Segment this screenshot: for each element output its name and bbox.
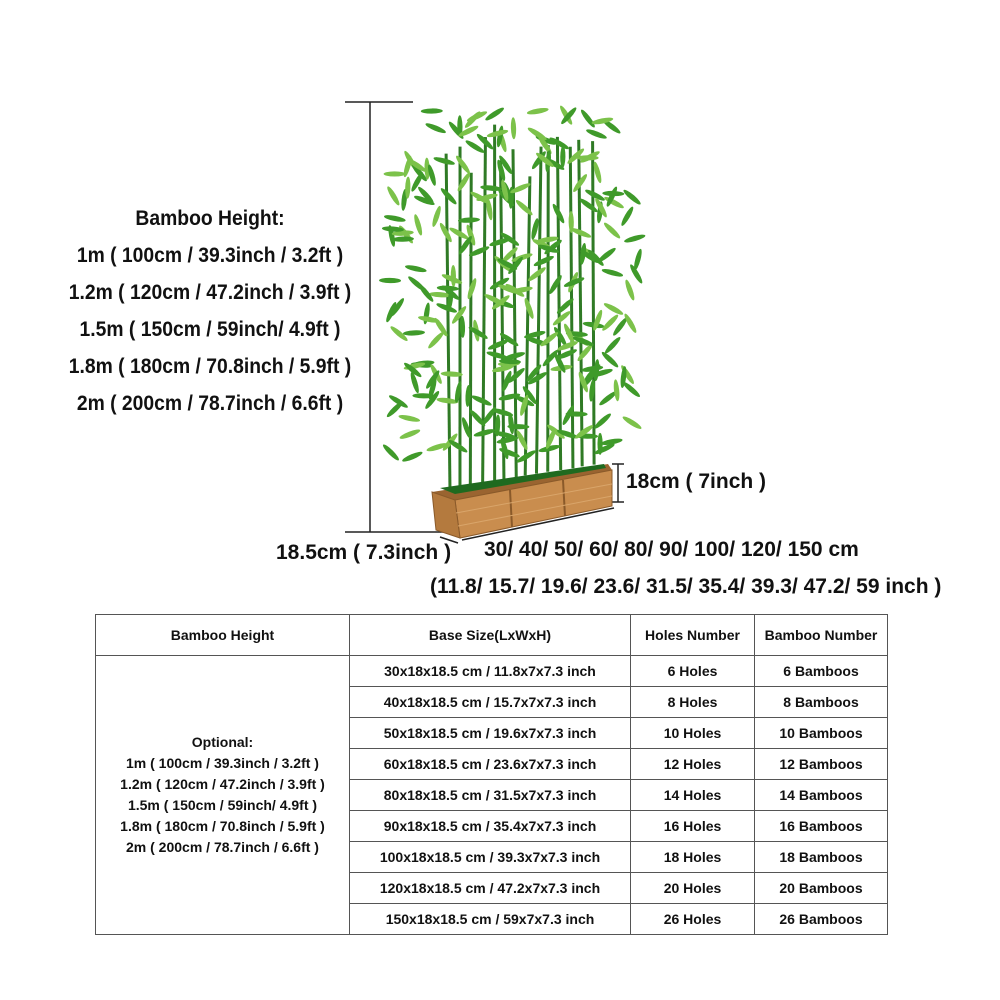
base-size-cell: 100x18x18.5 cm / 39.3x7x7.3 inch: [350, 842, 631, 873]
optional-heights-cell: [96, 656, 350, 935]
holes-cell: 6 Holes: [631, 656, 755, 687]
bamboo-height-option: 1.8m ( 180cm / 70.8inch / 5.9ft ): [68, 355, 352, 378]
bamboos-cell: 14 Bamboos: [755, 780, 888, 811]
planter-length-inch-label: (11.8/ 15.7/ 19.6/ 23.6/ 31.5/ 35.4/ 39.3/ 47.2/ 59 inch ): [430, 575, 942, 598]
base-size-cell: 120x18x18.5 cm / 47.2x7x7.3 inch: [350, 873, 631, 904]
bamboo-height-option: 1.5m ( 150cm / 59inch/ 4.9ft ): [79, 318, 341, 341]
optional-height: 1.2m ( 120cm / 47.2inch / 3.9ft ): [120, 776, 325, 792]
bamboos-cell: 20 Bamboos: [755, 873, 888, 904]
optional-title: Optional:: [191, 734, 254, 750]
header-bamboo-height: Bamboo Height: [96, 615, 350, 656]
bamboos-cell: 6 Bamboos: [755, 656, 888, 687]
bamboos-cell: 10 Bamboos: [755, 718, 888, 749]
bamboos-cell: 16 Bamboos: [755, 811, 888, 842]
table-header-row: [96, 615, 888, 656]
bamboo-height-title: Bamboo Height:: [135, 207, 285, 230]
header-holes-number: Holes Number: [631, 615, 755, 656]
spec-table: [95, 614, 888, 935]
base-size-cell: 40x18x18.5 cm / 15.7x7x7.3 inch: [350, 687, 631, 718]
bamboo-plants: [379, 104, 646, 488]
optional-height: 1.8m ( 180cm / 70.8inch / 5.9ft ): [120, 818, 325, 834]
base-size-cell: 150x18x18.5 cm / 59x7x7.3 inch: [350, 904, 631, 935]
optional-height: 2m ( 200cm / 78.7inch / 6.6ft ): [126, 839, 319, 855]
optional-height: 1m ( 100cm / 39.3inch / 3.2ft ): [126, 755, 319, 771]
holes-cell: 26 Holes: [631, 904, 755, 935]
bamboos-cell: 8 Bamboos: [755, 687, 888, 718]
base-size-cell: 90x18x18.5 cm / 35.4x7x7.3 inch: [350, 811, 631, 842]
holes-cell: 10 Holes: [631, 718, 755, 749]
base-size-cell: 50x18x18.5 cm / 19.6x7x7.3 inch: [350, 718, 631, 749]
holes-cell: 20 Holes: [631, 873, 755, 904]
bamboo-height-option: 1.2m ( 120cm / 47.2inch / 3.9ft ): [68, 281, 352, 304]
bamboo-height-option: 1m ( 100cm / 39.3inch / 3.2ft ): [76, 244, 344, 267]
bamboos-cell: 18 Bamboos: [755, 842, 888, 873]
header-base-size: Base Size(LxWxH): [350, 615, 631, 656]
holes-cell: 14 Holes: [631, 780, 755, 811]
base-size-cell: 30x18x18.5 cm / 11.8x7x7.3 inch: [350, 656, 631, 687]
bamboo-height-option: 2m ( 200cm / 78.7inch / 6.6ft ): [76, 392, 344, 415]
holes-cell: 12 Holes: [631, 749, 755, 780]
planter-depth-label: 18.5cm ( 7.3inch ): [276, 541, 452, 564]
bamboo-height-list: [54, 200, 367, 422]
planter-height-label: 18cm ( 7inch ): [626, 470, 767, 493]
holes-cell: 8 Holes: [631, 687, 755, 718]
base-size-cell: 60x18x18.5 cm / 23.6x7x7.3 inch: [350, 749, 631, 780]
bamboos-cell: 12 Bamboos: [755, 749, 888, 780]
optional-height: 1.5m ( 150cm / 59inch/ 4.9ft ): [127, 797, 318, 813]
holes-cell: 16 Holes: [631, 811, 755, 842]
planter-length-cm-label: 30/ 40/ 50/ 60/ 80/ 90/ 100/ 120/ 150 cm: [484, 538, 859, 561]
bamboos-cell: 26 Bamboos: [755, 904, 888, 935]
table-row: [96, 656, 888, 687]
base-size-cell: 80x18x18.5 cm / 31.5x7x7.3 inch: [350, 780, 631, 811]
header-bamboo-number: Bamboo Number: [755, 615, 888, 656]
holes-cell: 18 Holes: [631, 842, 755, 873]
